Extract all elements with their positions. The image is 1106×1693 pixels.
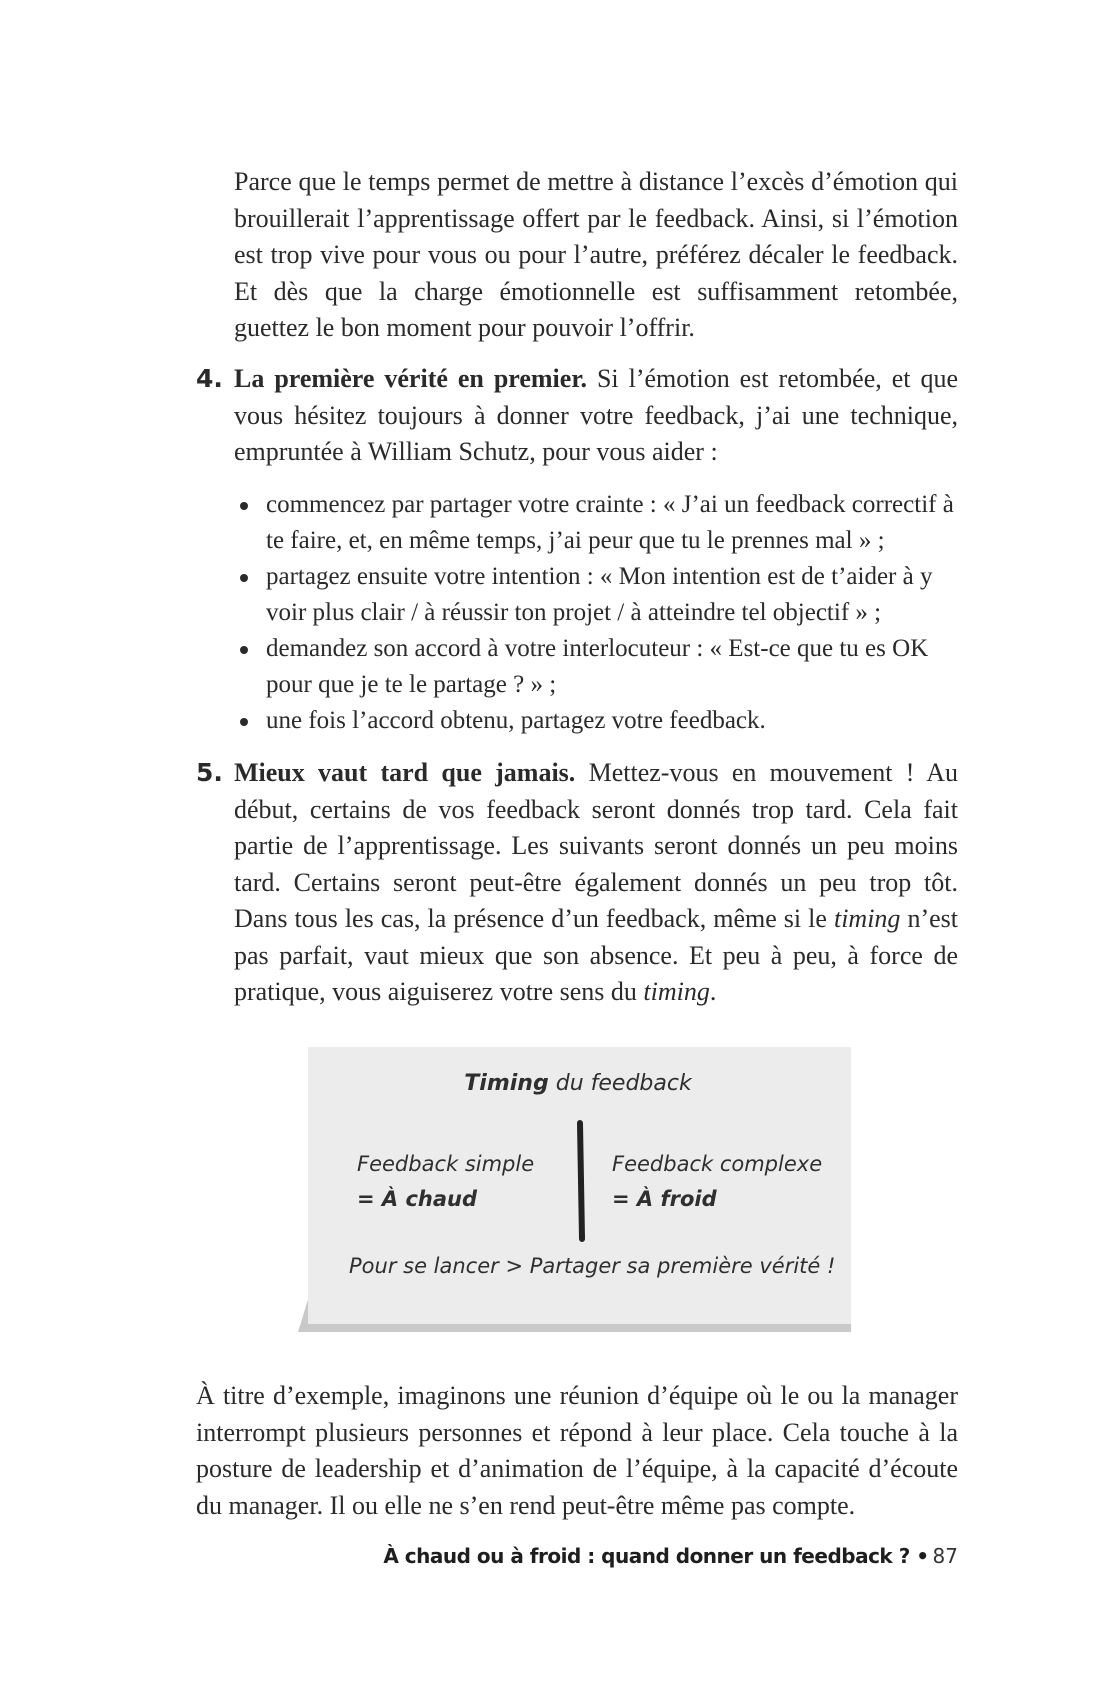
list-item-text: demandez son accord à votre interlocuteur : « Est-ce que tu es OK pour que je te le partage ? » ;	[266, 635, 929, 698]
note-right-label: Feedback complexe	[612, 1152, 823, 1176]
note-left-column	[357, 1147, 534, 1217]
item-number: 4.	[196, 364, 223, 393]
bullet-list	[234, 487, 958, 739]
item-emphasis: timing	[643, 977, 710, 1006]
item-body	[234, 755, 958, 1011]
note-left-label: Feedback simple	[357, 1152, 535, 1176]
list-item-text: une fois l’accord obtenu, partagez votre feedback.	[266, 707, 766, 734]
numbered-item-5	[196, 755, 958, 1011]
note-footer: Pour se lancer > Partager sa première vérité !	[349, 1254, 836, 1278]
list-item	[234, 559, 958, 631]
numbered-item-4	[196, 361, 958, 471]
item-text: n’est pas parfait, vaut mieux que son absence. Et peu à peu, à force de pratique, vous aiguiserez votre sens du	[234, 904, 958, 1006]
footer-separator: •	[909, 1544, 929, 1568]
item-text: .	[709, 977, 717, 1006]
page-number: 87	[932, 1544, 958, 1568]
bullet-icon	[240, 646, 248, 654]
item-text: Mettez-vous en mouvement ! Au début, certains de vos feedback seront donnés trop tard. Cela fait partie de l’apprentissage. Les suivants seront donnés un peu moins tard. Certains seront peut-être également donnés un peu trop tôt. Dans tous les cas, la présence d’un feedback, même si le	[234, 758, 958, 933]
item-number: 5.	[196, 758, 223, 787]
note-title	[0, 1071, 1106, 1096]
list-item	[234, 487, 958, 559]
note-title-bold: Timing	[464, 1071, 549, 1096]
paragraph-example: À titre d’exemple, imaginons une réunion d’équipe où le ou la manager interrompt plusieurs personnes et répond à leur place. Cela touche à la posture de leadership et d’animation de l’équipe, à la capacité d’écoute du manager. Il ou elle ne s’en rend peut-être même pas compte.	[196, 1381, 958, 1520]
note-left-value: = À chaud	[357, 1187, 478, 1211]
bullet-icon	[240, 502, 248, 510]
item-lead: La première vérité en premier.	[234, 364, 587, 393]
note-title-rest: du feedback	[548, 1071, 692, 1096]
list-item	[234, 631, 958, 703]
running-title: À chaud ou à froid : quand donner un feedback ?	[383, 1544, 910, 1568]
item-emphasis: timing	[833, 904, 901, 933]
item-text: Si l’émotion est retombée, et que vous hésitez toujours à donner votre feedback, j’ai une technique, empruntée à William Schutz, pour vous aider :	[234, 364, 959, 466]
note-right-column	[612, 1147, 822, 1217]
bullet-icon	[240, 574, 248, 582]
item-lead: Mieux vaut tard que jamais.	[234, 758, 576, 787]
note-right-value: = À froid	[612, 1187, 717, 1211]
list-item-text: partagez ensuite votre intention : « Mon intention est de t’aider à y voir plus clair / à réussir ton projet / à atteindre tel objectif » ;	[266, 563, 933, 626]
item-body	[234, 361, 958, 471]
list-item	[234, 703, 958, 739]
list-item-text: commencez par partager votre crainte : « J’ai un feedback correctif à te faire, et, en même temps, j’ai peur que tu le prennes mal » ;	[266, 491, 954, 554]
bullet-icon	[240, 718, 248, 726]
paragraph-intro: Parce que le temps permet de mettre à distance l’excès d’émotion qui brouillerait l’apprentissage offert par le feedback. Ainsi, si l’émotion est trop vive pour vous ou pour l’autre, préférez décaler le feedback. Et dès que la charge émotionnelle est suffisamment retombée, guettez le bon moment pour pouvoir l’offrir.	[234, 167, 958, 342]
page-footer	[383, 1544, 958, 1568]
